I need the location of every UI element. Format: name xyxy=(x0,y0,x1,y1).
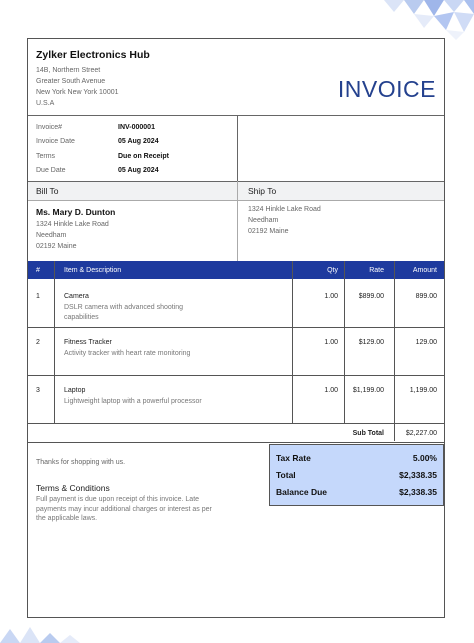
meta-label: Invoice# xyxy=(36,124,63,131)
ship-to-address-line: 1324 Hinkle Lake Road xyxy=(248,206,321,213)
totals-box xyxy=(269,444,444,506)
bill-to-address-line: 02192 Maine xyxy=(36,243,77,250)
company-address-line: U.S.A xyxy=(36,100,55,107)
subtotal-value: $2,227.00 xyxy=(405,430,437,437)
header-item: Item & Description xyxy=(64,267,122,274)
bill-to-block xyxy=(36,207,115,252)
header-number: # xyxy=(36,267,40,274)
balance-due-label: Balance Due xyxy=(276,487,328,497)
items-table-header xyxy=(28,261,444,279)
company-name: Zylker Electronics Hub xyxy=(36,49,150,61)
decorative-triangles-top xyxy=(364,0,474,40)
item-amount: 129.00 xyxy=(415,339,437,346)
meta-label: Due Date xyxy=(36,167,66,174)
item-amount: 1,199.00 xyxy=(409,387,437,394)
bill-to-address xyxy=(36,219,115,252)
header-amount: Amount xyxy=(412,267,437,274)
ship-to-address xyxy=(248,204,321,237)
decorative-triangles-bottom xyxy=(0,623,110,643)
ship-to-heading: Ship To xyxy=(248,186,277,196)
row-number: 1 xyxy=(36,293,40,300)
tax-rate-value: 5.00% xyxy=(412,453,437,463)
terms-text: Full payment is due upon receipt of this invoice. Late payments may incur additional charges or interest as per the applicable laws. xyxy=(36,496,212,522)
balance-due-value: $2,338.35 xyxy=(399,487,437,497)
tax-rate-label: Tax Rate xyxy=(276,453,311,463)
invoice-meta xyxy=(28,115,444,182)
column-divider xyxy=(292,261,293,423)
item-qty: 1.00 xyxy=(324,339,338,346)
table-row xyxy=(28,327,444,376)
total-value: $2,338.35 xyxy=(399,470,437,480)
header-qty: Qty xyxy=(327,267,338,274)
row-number: 3 xyxy=(36,387,40,394)
ship-to-address-line: 02192 Maine xyxy=(248,228,289,235)
item-amount: 899.00 xyxy=(415,293,437,300)
company-block xyxy=(36,49,150,109)
company-address-line: 14B, Northern Street xyxy=(36,67,101,74)
balance-due-row xyxy=(276,487,437,497)
bill-to-address-line: 1324 Hinkle Lake Road xyxy=(36,221,109,228)
column-divider xyxy=(394,261,395,441)
address-headings xyxy=(28,181,444,201)
item-name: Laptop xyxy=(64,387,86,394)
company-address xyxy=(36,65,150,109)
item-description: DSLR camera with advanced shooting capabilities xyxy=(64,304,184,321)
header-rate: Rate xyxy=(369,267,384,274)
bill-to-address-line: Needham xyxy=(36,232,67,239)
item-rate: $129.00 xyxy=(358,339,384,346)
item-description: Lightweight laptop with a powerful processor xyxy=(64,398,202,405)
meta-label: Invoice Date xyxy=(36,138,75,145)
company-address-line: New York New York 10001 xyxy=(36,89,119,96)
ship-to-address-line: Needham xyxy=(248,217,279,224)
item-description: Activity tracker with heart rate monitoring xyxy=(64,350,191,357)
total-row xyxy=(276,470,437,480)
column-divider xyxy=(54,261,55,423)
item-qty: 1.00 xyxy=(324,293,338,300)
table-row xyxy=(28,279,444,328)
thanks-note: Thanks for shopping with us. xyxy=(36,459,126,466)
bill-to-heading: Bill To xyxy=(36,186,59,196)
meta-value: INV-000001 xyxy=(118,124,155,131)
invoice-sheet xyxy=(27,38,445,618)
total-label: Total xyxy=(276,470,296,480)
terms-title: Terms & Conditions xyxy=(36,483,110,493)
document-title: INVOICE xyxy=(337,76,436,102)
item-qty: 1.00 xyxy=(324,387,338,394)
meta-label: Terms xyxy=(36,153,56,160)
subtotal-label: Sub Total xyxy=(352,430,384,437)
item-name: Fitness Tracker xyxy=(64,339,112,346)
bill-to-name: Ms. Mary D. Dunton xyxy=(36,207,116,217)
address-section xyxy=(28,199,444,261)
row-number: 2 xyxy=(36,339,40,346)
tax-rate-row xyxy=(276,453,437,463)
company-address-line: Greater South Avenue xyxy=(36,78,106,85)
invoice-meta-panel xyxy=(28,116,238,182)
meta-value: 05 Aug 2024 xyxy=(118,138,159,145)
item-rate: $1,199.00 xyxy=(352,387,384,394)
item-name: Camera xyxy=(64,293,89,300)
subtotal-row xyxy=(28,425,444,443)
table-row xyxy=(28,375,444,424)
meta-value: 05 Aug 2024 xyxy=(118,167,159,174)
item-rate: $899.00 xyxy=(358,293,384,300)
column-divider xyxy=(344,261,345,423)
meta-value: Due on Receipt xyxy=(118,153,169,160)
